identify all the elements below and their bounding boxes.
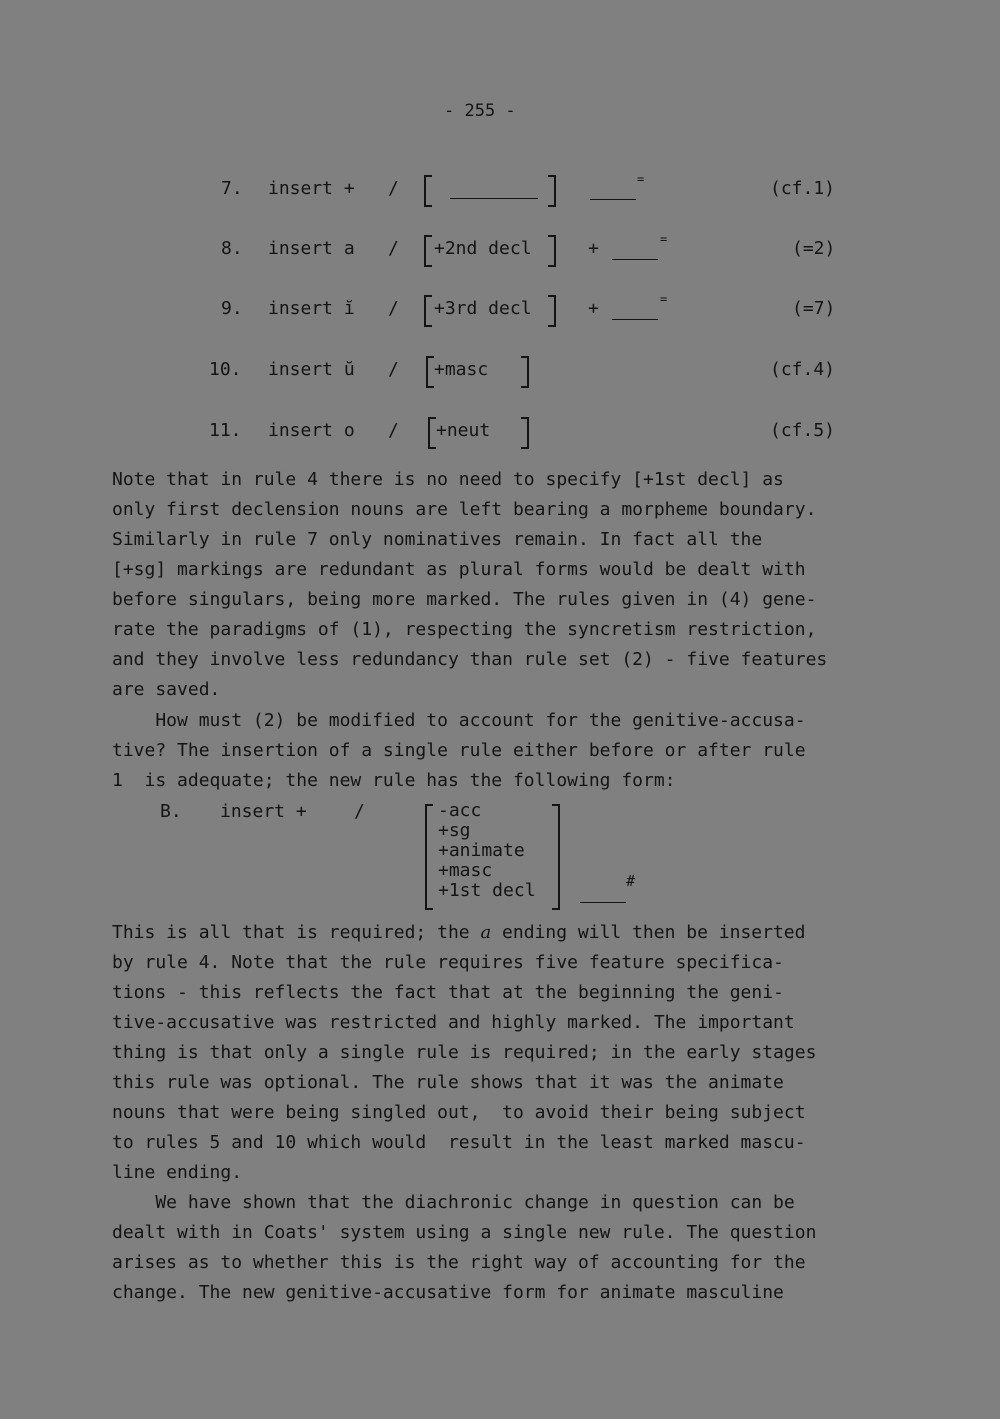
left-bracket — [428, 417, 436, 449]
text-line: dealt with in Coats' system using a single new rule. The question — [112, 1222, 817, 1243]
feature-1st-decl: +1st decl — [438, 880, 536, 901]
rule-reference: (cf.4) — [770, 359, 836, 380]
rule-text: insert ĭ — [268, 298, 355, 319]
left-bracket — [424, 175, 432, 207]
right-bracket — [521, 417, 529, 449]
rule-text: insert a — [268, 238, 355, 259]
text-line: and they involve less redundancy than rule set (2) - five features — [112, 649, 828, 670]
rule-number: 10. — [209, 359, 242, 380]
feature-sg: +sg — [438, 820, 471, 841]
text-line: this rule was optional. The rule shows that it was the animate — [112, 1072, 784, 1093]
feature-animate: +animate — [438, 840, 525, 861]
text-line: are saved. — [112, 679, 221, 700]
equals-mark: = — [660, 232, 668, 246]
rule-slash: / — [354, 801, 365, 822]
rule-slash: / — [388, 178, 399, 199]
text-line: We have shown that the diachronic change in question can be — [112, 1192, 795, 1213]
rule-reference: (=7) — [792, 298, 836, 319]
morpheme-boundary: + — [588, 298, 599, 319]
rule-number: 11. — [209, 420, 242, 441]
right-bracket — [548, 295, 556, 327]
rule-text: insert ŭ — [268, 359, 355, 380]
text-line: tive? The insertion of a single rule either before or after rule — [112, 740, 806, 761]
text-line: before singulars, being more marked. The rules given in (4) gene- — [112, 589, 817, 610]
feature-specification: +masc — [434, 359, 489, 380]
text-line: by rule 4. Note that the rule requires five feature specifica- — [112, 952, 784, 973]
blank-line — [450, 198, 538, 199]
text-line: Note that in rule 4 there is no need to specify [+1st decl] as — [112, 469, 784, 490]
blank-line — [580, 902, 626, 903]
rule-reference: (cf.1) — [770, 178, 836, 199]
rule-slash: / — [388, 420, 399, 441]
rule-reference: (cf.5) — [770, 420, 836, 441]
blank-line — [612, 259, 658, 260]
text-line: [+sg] markings are redundant as plural forms would be dealt with — [112, 559, 806, 580]
equals-mark: = — [660, 292, 668, 306]
text-line: arises as to whether this is the right way of accounting for the — [112, 1252, 806, 1273]
italic-a: a — [480, 922, 492, 943]
word-boundary-mark: # — [626, 872, 636, 890]
feature-specification: +2nd decl — [434, 238, 532, 259]
feature-specification: +3rd decl — [434, 298, 532, 319]
text-line: nouns that were being singled out, to avoid their being subject — [112, 1102, 806, 1123]
feature-specification: +neut — [436, 420, 491, 441]
rule-reference: (=2) — [792, 238, 836, 259]
text-line: to rules 5 and 10 which would result in the least marked mascu- — [112, 1132, 806, 1153]
rule-slash: / — [388, 298, 399, 319]
rule-slash: / — [388, 359, 399, 380]
left-bracket — [426, 356, 434, 388]
blank-line — [612, 319, 658, 320]
rule-number: 7. — [221, 178, 243, 199]
rule-text: insert + — [220, 801, 307, 822]
text-line: 1 is adequate; the new rule has the following form: — [112, 770, 676, 791]
page-number: - 255 - — [444, 101, 516, 121]
text-line: change. The new genitive-accusative form for animate masculine — [112, 1282, 784, 1303]
blank-line — [590, 199, 636, 200]
feature-acc: -acc — [438, 800, 482, 821]
text-line: tive-accusative was restricted and highly marked. The important — [112, 1012, 795, 1033]
feature-masc: +masc — [438, 860, 493, 881]
text-line — [112, 922, 805, 943]
text-line: How must (2) be modified to account for the genitive-accusa- — [112, 710, 806, 731]
left-bracket — [425, 804, 433, 910]
text-line: Similarly in rule 7 only nominatives remain. In fact all the — [112, 529, 763, 550]
text-line: rate the paradigms of (1), respecting the syncretism restriction, — [112, 619, 817, 640]
text-line: tions - this reflects the fact that at the beginning the geni- — [112, 982, 784, 1003]
left-bracket — [424, 295, 432, 327]
text-line: thing is that only a single rule is required; in the early stages — [112, 1042, 817, 1063]
text-segment: This is all that is required; the — [112, 922, 481, 943]
text-segment: ending will then be inserted — [491, 922, 806, 943]
text-line: line ending. — [112, 1162, 243, 1183]
right-bracket — [521, 356, 529, 388]
rule-number: 9. — [221, 298, 243, 319]
rule-text: insert o — [268, 420, 355, 441]
equals-mark: = — [637, 172, 645, 186]
rule-text: insert + — [268, 178, 355, 199]
right-bracket — [552, 804, 560, 910]
morpheme-boundary: + — [588, 238, 599, 259]
right-bracket — [548, 235, 556, 267]
rule-slash: / — [388, 238, 399, 259]
rule-label: B. — [160, 801, 182, 822]
text-line: only first declension nouns are left bearing a morpheme boundary. — [112, 499, 817, 520]
rule-number: 8. — [221, 238, 243, 259]
left-bracket — [424, 235, 432, 267]
right-bracket — [548, 175, 556, 207]
